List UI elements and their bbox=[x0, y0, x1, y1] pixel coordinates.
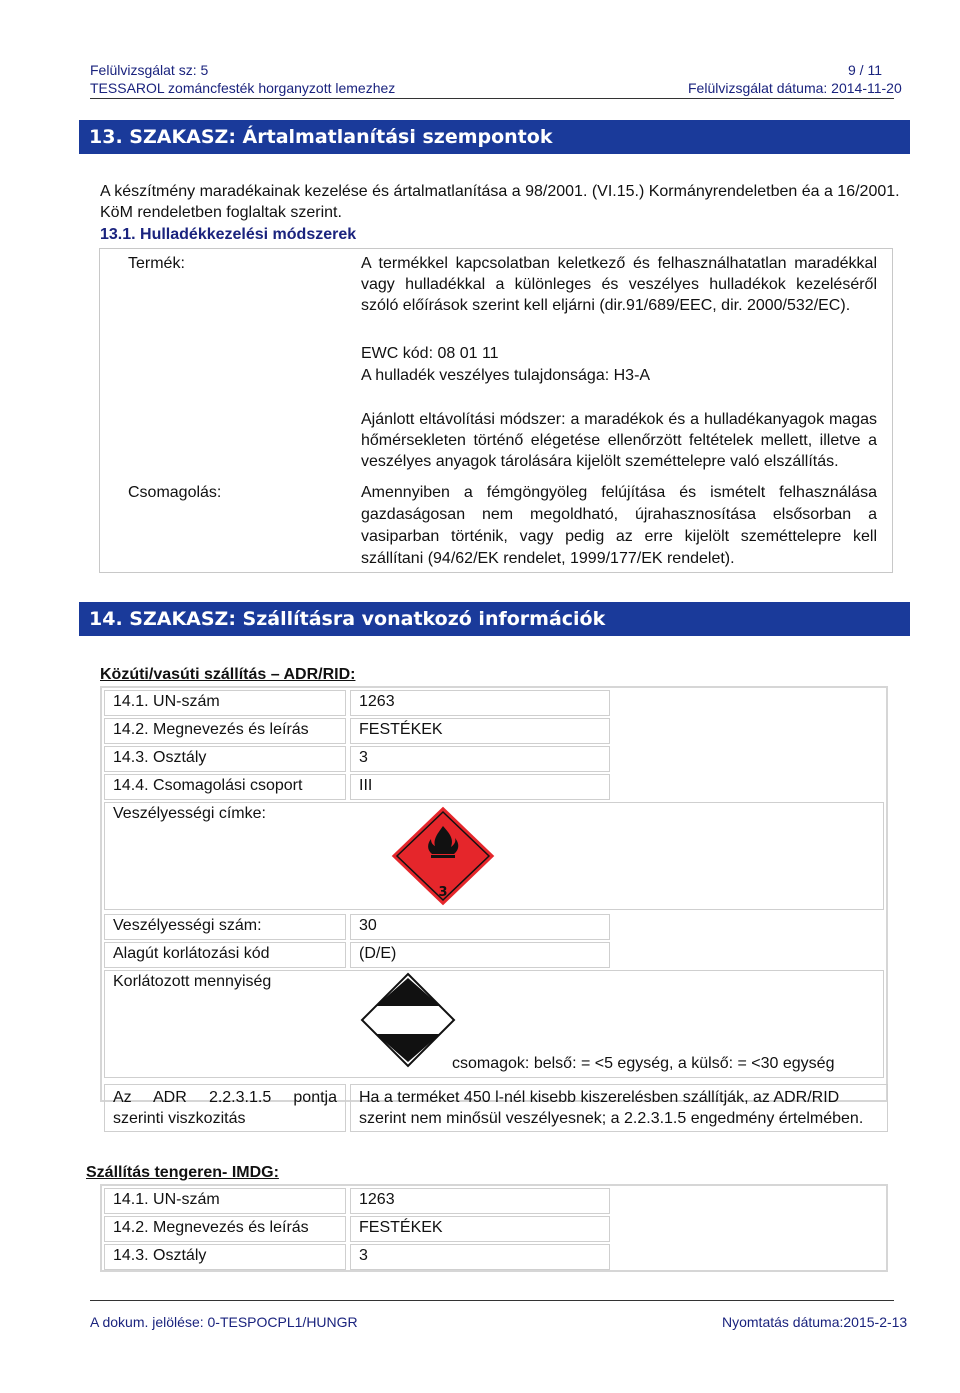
adr-row-label: 14.1. UN-szám bbox=[104, 690, 346, 716]
print-date: Nyomtatás dátuma:2015-2-13 bbox=[722, 1314, 908, 1330]
adr-row-value: 3 bbox=[350, 746, 610, 772]
hazard-number-label: Veszélyességi szám: bbox=[104, 914, 346, 940]
product-disposal-text: A termékkel kapcsolatban keletkező és felhasználhatatlan maradékkal vagy hulladékkal a különleges és veszélyes hulladékok kezeléséről szóló előírások szerint kell eljárni (dir.91/689/EEC, dir. 2000/532/EC). bbox=[361, 255, 877, 314]
diamond-class-number: 3 bbox=[438, 885, 448, 900]
document-id: A dokum. jelölése: 0-TESPOCPL1/HUNGR bbox=[90, 1314, 358, 1330]
tunnel-code-label: Alagút korlátozási kód bbox=[104, 942, 346, 968]
hazard-label-title: Veszélyességi címke: bbox=[113, 805, 266, 822]
packaging-disposal-text: Amennyiben a fémgöngyöleg felújítása és ismételt felhasználása gazdaságosan nem megoldható, újrahasznosítása elsősorban a vasiparban történik, vagy pedig az erre kijelölt szeméttelepre kell szállítani (94/62/EK rendelet, 1999/177/EK rendelet). bbox=[361, 484, 877, 567]
product-label: Termék: bbox=[128, 255, 185, 272]
adr-heading: Közúti/vasúti szállítás – ADR/RID: bbox=[100, 666, 356, 683]
recommended-disposal-text: Ajánlott eltávolítási módszer: a maradékok és a hulladékanyagok magas hőmérsekleten történő elégetése ellenőrzött feltételek mellett, illetve a veszélyes anyagok tárolására kijelölt szeméttelepre való elszállítás. bbox=[361, 411, 877, 470]
limited-quantity-label: Korlátozott mennyiség bbox=[113, 973, 272, 990]
adr-row-label: 14.3. Osztály bbox=[104, 746, 346, 772]
product-name: TESSAROL zománcfesték horganyzott lemezhez bbox=[90, 80, 396, 96]
revision-number: Felülvizsgálat sz: 5 bbox=[90, 62, 209, 78]
waste-methods-subtitle: 13.1. Hulladékkezelési módszerek bbox=[100, 226, 357, 243]
section-13-title: 13. SZAKASZ: Ártalmatlanítási szempontok bbox=[79, 120, 910, 154]
imdg-row-value: FESTÉKEK bbox=[350, 1216, 610, 1242]
imdg-row-label: 14.3. Osztály bbox=[104, 1244, 346, 1270]
adr-row-value: FESTÉKEK bbox=[350, 718, 610, 744]
imdg-row-value: 1263 bbox=[350, 1188, 610, 1214]
limited-quantity-note: csomagok: belső: = <5 egység, a külső: = <30 egység bbox=[452, 1055, 835, 1072]
header-divider bbox=[90, 98, 894, 99]
imdg-row-label: 14.2. Megnevezés és leírás bbox=[104, 1216, 346, 1242]
adr-exemption-text: Ha a terméket 450 l-nél kisebb kiszerelésben szállítják, az ADR/RID szerint nem minősül veszélyesnek; a 2.2.3.1.5 engedmény értelmében. bbox=[350, 1084, 888, 1132]
page-number: 9 / 11 bbox=[848, 62, 882, 78]
adr-row-label: 14.2. Megnevezés és leírás bbox=[104, 718, 346, 744]
imdg-row-value: 3 bbox=[350, 1244, 610, 1270]
tunnel-code-value: (D/E) bbox=[350, 942, 610, 968]
imdg-row-label: 14.1. UN-szám bbox=[104, 1188, 346, 1214]
adr-row-value: III bbox=[350, 774, 610, 800]
packaging-label: Csomagolás: bbox=[128, 484, 222, 501]
limited-quantity-mark-icon bbox=[358, 970, 458, 1070]
adr-exemption-label: Az ADR 2.2.3.1.5 pontja szerinti viszkozitás bbox=[104, 1084, 346, 1132]
disposal-intro-line2: KöM rendeletben foglaltak szerint. bbox=[100, 204, 342, 221]
imdg-heading: Szállítás tengeren- IMDG: bbox=[86, 1164, 279, 1181]
revision-date: Felülvizsgálat dátuma: 2014-11-20 bbox=[688, 80, 902, 96]
section-14-title: 14. SZAKASZ: Szállításra vonatkozó információk bbox=[79, 602, 910, 636]
waste-hazard-property: A hulladék veszélyes tulajdonsága: H3-A bbox=[361, 367, 651, 384]
hazard-number-value: 30 bbox=[350, 914, 610, 940]
footer-divider bbox=[90, 1300, 894, 1301]
disposal-intro-line1: A készítmény maradékainak kezelése és ártalmatlanítása a 98/2001. (VI.15.) Kormányrendeletben éa a 16/2001. bbox=[100, 183, 900, 200]
ewc-code: EWC kód: 08 01 11 bbox=[361, 345, 499, 362]
flammable-liquid-diamond-icon bbox=[388, 804, 498, 908]
adr-row-value: 1263 bbox=[350, 690, 610, 716]
adr-row-label: 14.4. Csomagolási csoport bbox=[104, 774, 346, 800]
